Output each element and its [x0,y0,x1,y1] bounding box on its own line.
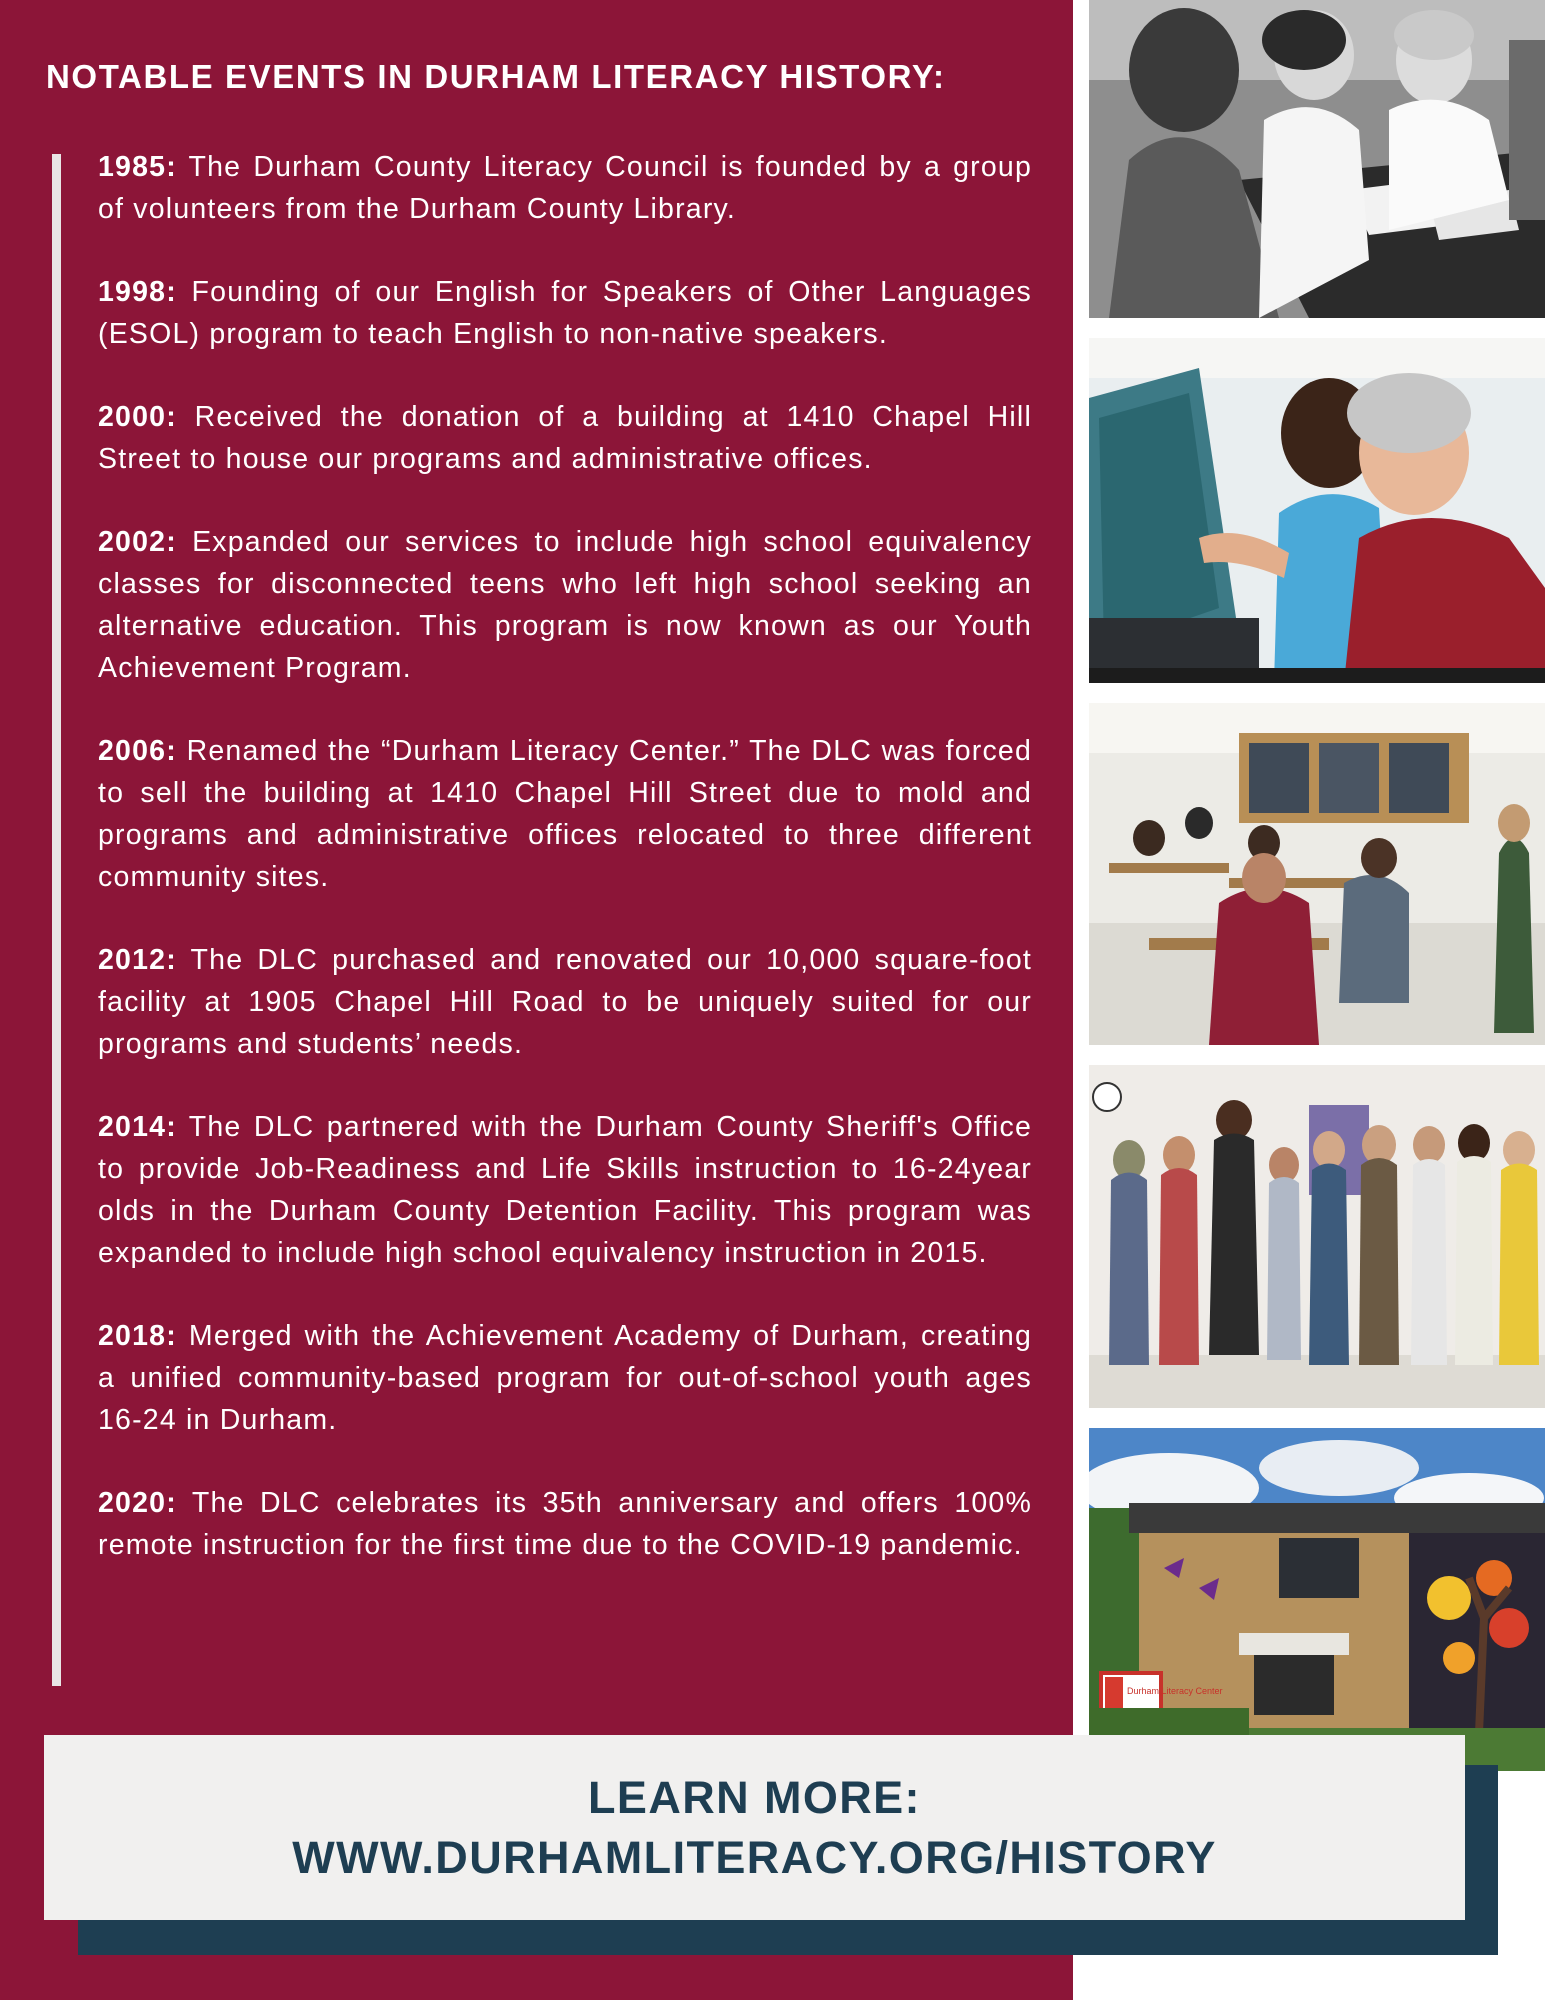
learn-more-box [44,1735,1465,1920]
event-1998 [98,271,1032,355]
photo-building [1089,1428,1545,1771]
event-year: 2018: [98,1320,177,1352]
event-year: 2012: [98,944,177,976]
event-1985 [98,146,1032,230]
event-year: 2000: [98,401,177,433]
event-year: 2014: [98,1111,177,1143]
event-year: 2006: [98,735,177,767]
page-title: NOTABLE EVENTS IN DURHAM LITERACY HISTORY: [46,58,946,95]
event-2002 [98,521,1032,689]
event-2006 [98,730,1032,898]
event-text: Renamed the “Durham Literacy Center.” The DLC was forced to sell the building at 1410 Chapel Hill Street due to mold and programs and administrative offices relocated to three different community sites. [98,735,1033,893]
event-year: 1985: [98,151,177,183]
photo-group [1089,1065,1545,1408]
photo-computer-tutoring [1089,338,1545,683]
learn-more-label: LEARN MORE: [588,1771,921,1823]
event-list [98,146,1032,1607]
event-text: The DLC partnered with the Durham County Sheriff's Office to provide Job-Readiness and Life Skills instruction to 16-24year olds in the Durham County Detention Facility. This program was expanded to include high school equivalency instruction in 2015. [98,1111,1033,1269]
event-2000 [98,396,1032,480]
event-text: Received the donation of a building at 1410 Chapel Hill Street to house our programs and administrative offices. [98,401,1032,475]
event-text: The Durham County Literacy Council is founded by a group of volunteers from the Durham County Library. [98,151,1032,225]
event-text: The DLC purchased and renovated our 10,000 square-foot facility at 1905 Chapel Hill Road to be uniquely suited for our programs and students’ needs. [98,944,1032,1060]
event-text: The DLC celebrates its 35th anniversary and offers 100% remote instruction for the first time due to the COVID-19 pandemic. [98,1487,1033,1561]
photo-esol-classroom [1089,703,1545,1045]
photo-bw-classroom [1089,0,1545,318]
event-text: Founding of our English for Speakers of Other Languages (ESOL) program to teach English to non-native speakers. [98,276,1032,350]
history-url-link[interactable]: WWW.DURHAMLITERACY.ORG/HISTORY [292,1831,1217,1883]
sign-text: Durham Literacy Center [1127,1686,1223,1696]
event-text: Expanded our services to include high school equivalency classes for disconnected teens who left high school seeking an alternative education. This program is now known as our Youth Achievement Program. [98,526,1032,684]
event-year: 2020: [98,1487,177,1519]
event-year: 2002: [98,526,177,558]
event-2014 [98,1106,1032,1274]
event-2020 [98,1482,1032,1566]
event-2012 [98,939,1032,1065]
event-text: Merged with the Achievement Academy of Durham, creating a unified community-based program for out-of-school youth ages 16-24 in Durham. [98,1320,1032,1436]
timeline-bar [52,154,61,1686]
event-2018 [98,1315,1032,1441]
event-year: 1998: [98,276,177,308]
